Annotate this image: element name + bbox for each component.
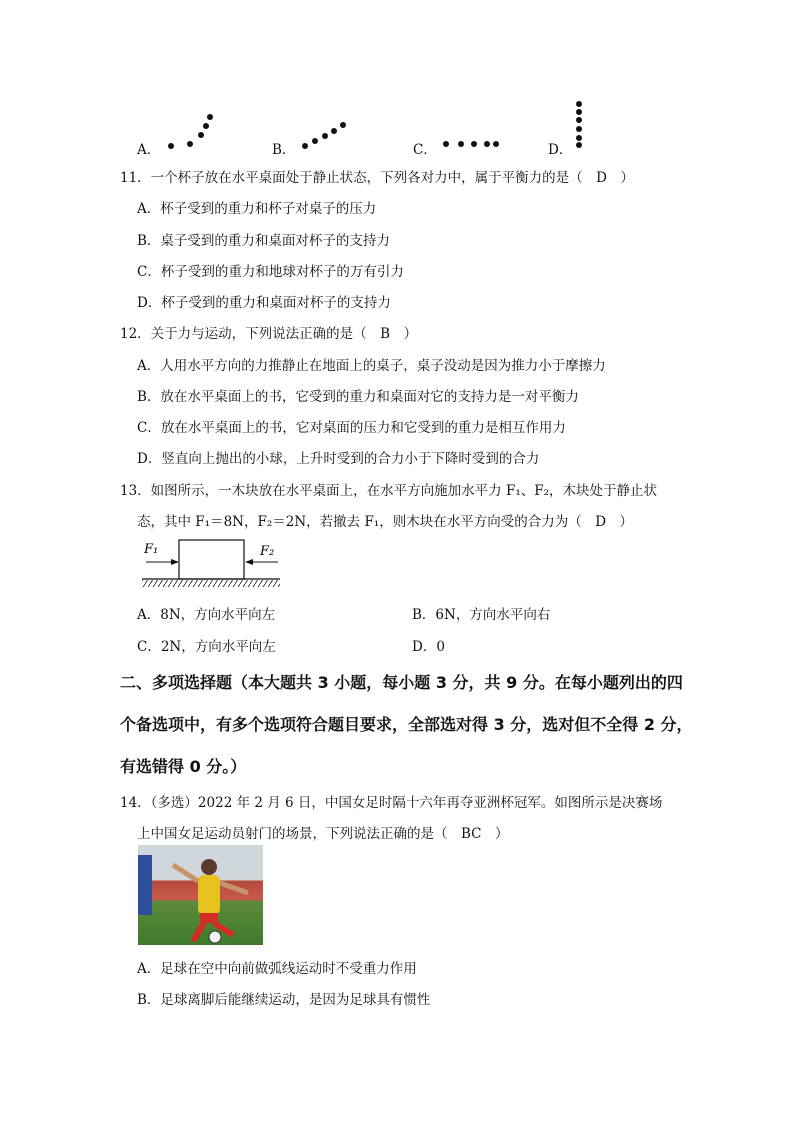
- option-c-label: C．: [413, 142, 437, 158]
- force-f2-label: F₂: [260, 544, 275, 559]
- q11-option-c: C．杯子受到的重力和地球对杯子的万有引力: [137, 264, 404, 280]
- q14-option-b: B．足球离脚后能继续运动，是因为足球具有惯性: [137, 992, 431, 1008]
- section-2-heading-line2: 个备选项中，有多个选项符合题目要求，全部选对得 3 分，选对但不全得 2 分，: [120, 715, 693, 734]
- q13-option-b: B．6N，方向水平向右: [412, 607, 551, 623]
- block-force-diagram: [140, 536, 285, 594]
- football-player-photo: [138, 845, 263, 945]
- ground-hatching: [142, 580, 280, 587]
- force-f1-label: F₁: [144, 542, 159, 557]
- option-b-label: B．: [272, 142, 296, 158]
- section-2-heading-line3: 有选错得 0 分。）: [120, 757, 247, 776]
- q14-option-a: A．足球在空中向前做弧线运动时不受重力作用: [137, 961, 417, 977]
- q11-option-a: A．杯子受到的重力和杯子对桌子的压力: [137, 201, 377, 217]
- question-14-stem-line1: 14．（多选）2022 年 2 月 6 日，中国女足时隔十六年再夺亚洲杯冠军。如图所示是决赛场: [120, 795, 663, 811]
- question-13-stem-line2: 态，其中 F₁＝8N，F₂＝2N，若撤去 F₁，则木块在水平方向受的合力为（ D ）: [137, 514, 634, 530]
- q12-option-b: B．放在水平桌面上的书，它受到的重力和桌面对它的支持力是一对平衡力: [137, 389, 579, 405]
- question-13-stem-line1: 13．如图所示，一木块放在水平桌面上，在水平方向施加水平力 F₁、F₂，木块处于静止状: [120, 483, 658, 499]
- q12-option-a: A．人用水平方向的力推静止在地面上的桌子，桌子没动是因为推力小于摩擦力: [137, 358, 606, 374]
- q13-option-a: A．8N，方向水平向左: [137, 607, 276, 623]
- section-2-heading-line1: 二、多项选择题（本大题共 3 小题，每小题 3 分，共 9 分。在每小题列出的四: [120, 673, 683, 692]
- q12-option-c: C．放在水平桌面上的书，它对桌面的压力和它受到的重力是相互作用力: [137, 420, 566, 436]
- option-a-label: A．: [137, 142, 161, 158]
- option-d-label: D．: [548, 142, 573, 158]
- q13-option-c: C．2N，方向水平向左: [137, 639, 276, 655]
- question-11-stem: 11．一个杯子放在水平桌面处于静止状态，下列各对力中，属于平衡力的是（ D ）: [120, 170, 635, 186]
- wooden-block: [179, 540, 244, 579]
- q11-option-b: B．桌子受到的重力和桌面对杯子的支持力: [137, 233, 390, 249]
- q11-option-d: D．杯子受到的重力和桌面对杯子的支持力: [137, 295, 391, 311]
- q12-option-d: D．竖直向上抛出的小球，上升时受到的合力小于下降时受到的合力: [137, 451, 540, 467]
- question-14-stem-line2: 上中国女足运动员射门的场景，下列说法正确的是（ BC ）: [137, 826, 509, 842]
- question-12-stem: 12．关于力与运动，下列说法正确的是（ B ）: [120, 326, 418, 342]
- q13-option-d: D．0: [412, 639, 445, 655]
